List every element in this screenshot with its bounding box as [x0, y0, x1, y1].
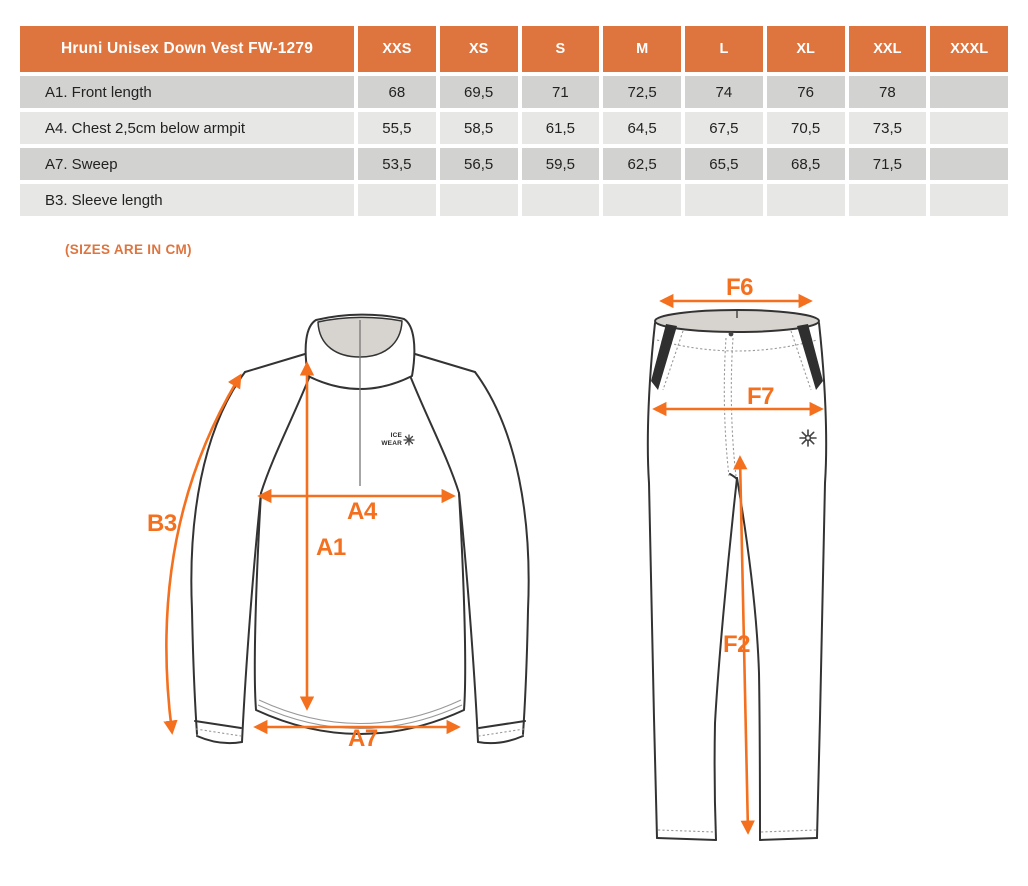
size-header-xl: XL: [767, 26, 845, 72]
chest-logo: [381, 432, 414, 447]
value-chest-l: 67,5: [685, 112, 763, 144]
value-front-length-xl: 76: [767, 76, 845, 108]
row-label-front-length: A1. Front length: [20, 76, 354, 108]
row-label-chest: A4. Chest 2,5cm below armpit: [20, 112, 354, 144]
fly: [724, 332, 736, 476]
value-chest-xxs: 55,5: [358, 112, 436, 144]
units-note: (SIZES ARE IN CM): [65, 242, 192, 257]
size-table: [20, 26, 1008, 216]
value-sweep-xs: 56,5: [440, 148, 518, 180]
svg-text:ICE: ICE: [390, 432, 402, 439]
size-header-xs: XS: [440, 26, 518, 72]
right-pocket: [797, 324, 823, 390]
value-front-length-xs: 69,5: [440, 76, 518, 108]
size-header-s: S: [522, 26, 600, 72]
table-title: Hruni Unisex Down Vest FW-1279: [20, 26, 354, 72]
b3-label: B3: [147, 510, 177, 537]
value-sweep-s: 59,5: [522, 148, 600, 180]
value-front-length-xxxl: [930, 76, 1008, 108]
value-chest-xl: 70,5: [767, 112, 845, 144]
value-sleeve-xs: [440, 184, 518, 216]
value-front-length-m: 72,5: [603, 76, 681, 108]
size-header-xxl: XXL: [849, 26, 927, 72]
value-sleeve-xxxl: [930, 184, 1008, 216]
waist-button: [729, 332, 734, 337]
size-header-xxs: XXS: [358, 26, 436, 72]
value-chest-xxxl: [930, 112, 1008, 144]
pants-dimension-arrows: [655, 278, 821, 832]
value-sweep-xxxl: [930, 148, 1008, 180]
snowflake-logo-icon: [800, 430, 816, 446]
size-header-m: M: [603, 26, 681, 72]
value-sleeve-xl: [767, 184, 845, 216]
value-sleeve-s: [522, 184, 600, 216]
pants-diagram: [630, 278, 890, 878]
value-sleeve-l: [685, 184, 763, 216]
value-front-length-l: 74: [685, 76, 763, 108]
value-sleeve-xxl: [849, 184, 927, 216]
size-header-l: L: [685, 26, 763, 72]
snowflake-icon: [404, 435, 414, 445]
f2-label: F2: [723, 631, 751, 658]
value-sleeve-xxs: [358, 184, 436, 216]
svg-text:WEAR: WEAR: [381, 440, 402, 447]
a1-label: A1: [316, 534, 346, 561]
row-label-sleeve-length: B3. Sleeve length: [20, 184, 354, 216]
value-front-length-xxl: 78: [849, 76, 927, 108]
value-sweep-m: 62,5: [603, 148, 681, 180]
pants-outline: [648, 310, 826, 840]
f6-label: F6: [726, 278, 754, 301]
left-pocket: [651, 324, 677, 390]
value-sweep-l: 65,5: [685, 148, 763, 180]
value-chest-xs: 58,5: [440, 112, 518, 144]
value-sweep-xxs: 53,5: [358, 148, 436, 180]
b3-sleeve-arrow: [166, 376, 240, 732]
value-sweep-xxl: 71,5: [849, 148, 927, 180]
value-front-length-xxs: 68: [358, 76, 436, 108]
value-sweep-xl: 68,5: [767, 148, 845, 180]
value-chest-s: 61,5: [522, 112, 600, 144]
value-chest-m: 64,5: [603, 112, 681, 144]
sweater-dimension-arrows: [147, 364, 458, 752]
value-front-length-s: 71: [522, 76, 600, 108]
size-header-xxxl: XXXL: [930, 26, 1008, 72]
a7-label: A7: [348, 725, 378, 752]
row-label-sweep: A7. Sweep: [20, 148, 354, 180]
a4-label: A4: [347, 498, 377, 525]
pockets: [651, 324, 823, 390]
value-chest-xxl: 73,5: [849, 112, 927, 144]
sweater-diagram: [140, 290, 580, 770]
f7-label: F7: [747, 383, 775, 410]
value-sleeve-m: [603, 184, 681, 216]
